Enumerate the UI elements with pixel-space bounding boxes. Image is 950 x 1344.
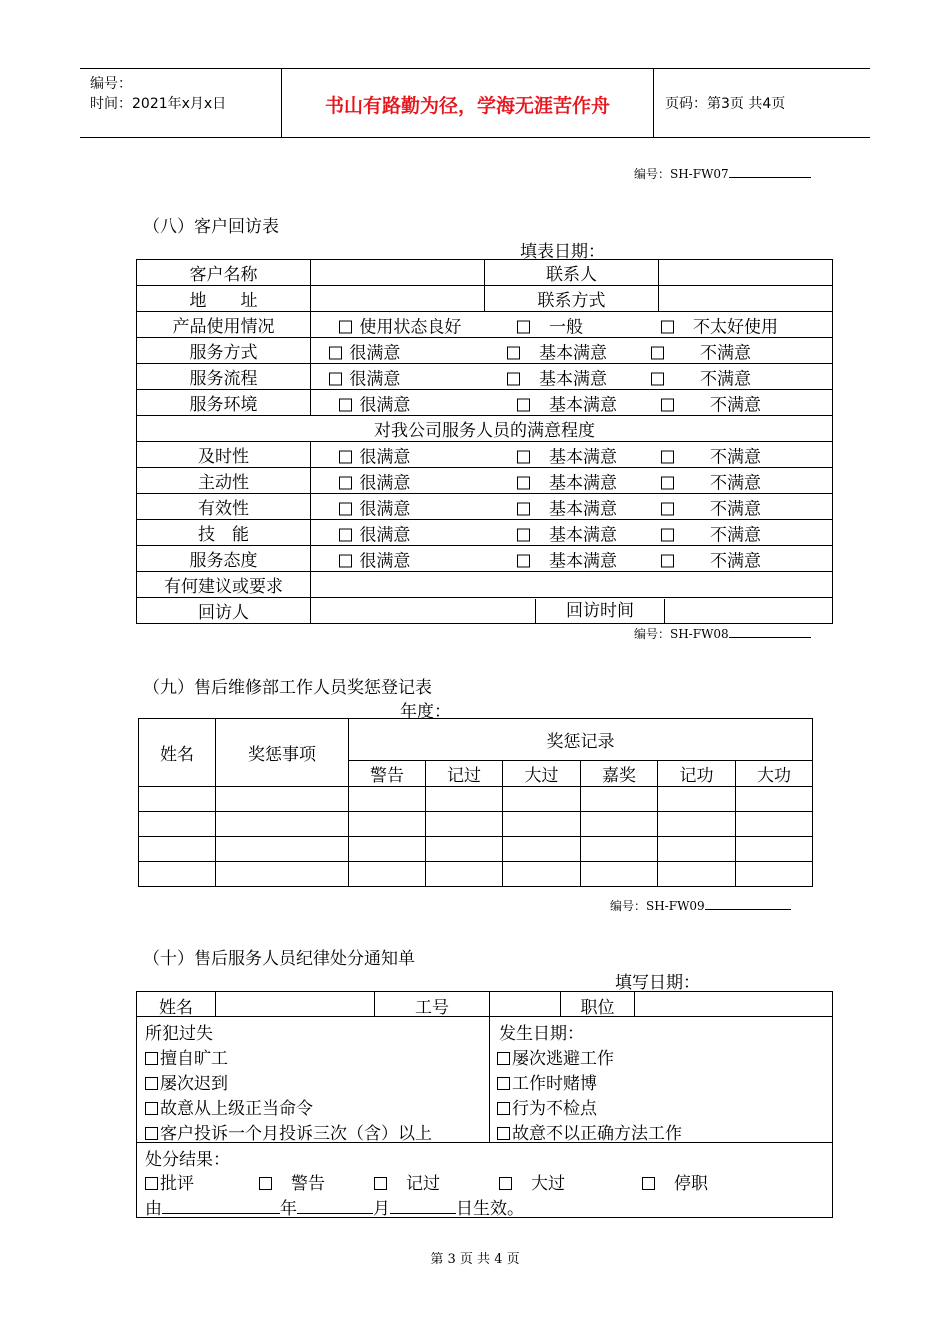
row-label: 技 能	[137, 520, 311, 546]
discipline-notice-form	[136, 991, 833, 1218]
code-underline	[705, 897, 791, 910]
visit-time-label: 回访时间	[536, 599, 665, 623]
table-row	[139, 812, 813, 837]
table-cell[interactable]	[503, 862, 581, 887]
checkbox-icon[interactable]	[339, 476, 352, 489]
checkbox-icon[interactable]	[661, 502, 674, 515]
job-no-label: 工号	[415, 998, 449, 1018]
table-cell[interactable]	[216, 787, 349, 812]
checkbox-icon[interactable]	[259, 1177, 272, 1190]
checkbox-icon[interactable]	[661, 554, 674, 567]
form8-date-label: 填表日期：	[520, 242, 605, 262]
form10-title: （十）售后服务人员纪律处分通知单	[143, 949, 415, 969]
table-cell[interactable]	[503, 787, 581, 812]
table-cell[interactable]	[426, 837, 503, 862]
form10-code: 编号：SH-FW09	[610, 897, 791, 914]
checkbox-icon[interactable]	[517, 450, 530, 463]
form8-title: （八）客户回访表	[143, 217, 279, 237]
visitor-label: 回访人	[137, 598, 311, 624]
table-cell[interactable]	[349, 787, 426, 812]
table-cell[interactable]	[216, 837, 349, 862]
month-blank[interactable]	[297, 1197, 373, 1214]
row-label: 服务态度	[137, 546, 311, 572]
result-option: 记过	[374, 1169, 440, 1194]
checkbox-icon[interactable]	[517, 502, 530, 515]
row-label: 主动性	[137, 468, 311, 494]
table-cell[interactable]	[503, 812, 581, 837]
reward-penalty-table	[138, 718, 813, 887]
table-cell[interactable]	[426, 862, 503, 887]
form8-code: 编号：SH-FW07	[634, 165, 811, 182]
table-cell[interactable]	[736, 812, 813, 837]
row-label: 有效性	[137, 494, 311, 520]
table-cell[interactable]	[349, 812, 426, 837]
effective-line: 由 年 月 日生效。	[145, 1199, 524, 1219]
name-header: 姓名	[139, 719, 216, 787]
checkbox-icon[interactable]	[339, 450, 352, 463]
checkbox-icon[interactable]	[339, 398, 352, 411]
address-label: 地 址	[137, 286, 311, 312]
col-header: 记过	[426, 761, 503, 787]
page-header	[80, 68, 870, 138]
staff-satisfaction-heading: 对我公司服务人员的满意程度	[137, 416, 833, 442]
checkbox-icon[interactable]	[145, 1127, 158, 1140]
table-cell[interactable]	[658, 812, 736, 837]
fault-option: 屡次迟到	[145, 1069, 228, 1094]
col-header: 嘉奖	[581, 761, 658, 787]
table-cell[interactable]	[139, 812, 216, 837]
table-cell[interactable]	[736, 787, 813, 812]
time-label: 时间：2021年x月x日	[90, 96, 227, 112]
checkbox-icon[interactable]	[661, 320, 674, 333]
checkbox-icon[interactable]	[642, 1177, 655, 1190]
code-underline	[729, 165, 811, 178]
checkbox-icon[interactable]	[145, 1102, 158, 1115]
table-cell[interactable]	[658, 787, 736, 812]
checkbox-icon[interactable]	[517, 528, 530, 541]
customer-visit-table: 客户名称 联系人 地 址 联系方式 产品使用情况 使用状态良好 一般 不太好使用 服务方式 很满意 基本满意 不满意 服务流程 很满意 基本满意 不满意 服务环境 很满意 基本满意 不满意 对我公司服务人员的满意程度 及时性 很满意 基本满意 不满意 主动性 很满意 基本满意 不满意 有效性 很满意 基本满意 不满意 技 能 很满意 基本满意 不满意 服务态度 很满意 基本满意 不满意 有何建议或要求 回访人 回访时间	[136, 259, 833, 624]
fault-option: 工作时赌博	[497, 1069, 597, 1094]
table-cell[interactable]	[581, 787, 658, 812]
table-cell[interactable]	[581, 812, 658, 837]
checkbox-icon[interactable]	[145, 1052, 158, 1065]
header-meta	[90, 74, 226, 114]
checkbox-icon[interactable]	[507, 346, 520, 359]
table-cell[interactable]	[736, 837, 813, 862]
row-label: 服务环境	[137, 390, 311, 416]
row-label: 服务流程	[137, 364, 311, 390]
checkbox-icon[interactable]	[661, 476, 674, 489]
table-cell[interactable]	[139, 837, 216, 862]
fault-option: 故意从上级正当命令	[145, 1094, 313, 1119]
page-footer: 第 3 页 共 4 页	[430, 1252, 520, 1267]
fault-option: 客户投诉一个月投诉三次（含）以上	[145, 1119, 432, 1144]
checkbox-icon[interactable]	[145, 1077, 158, 1090]
position-label: 职位	[580, 998, 615, 1018]
visit-time-field[interactable]	[665, 599, 832, 623]
fault-option: 屡次逃避工作	[497, 1044, 614, 1069]
checkbox-icon[interactable]	[339, 528, 352, 541]
position-field[interactable]	[635, 992, 832, 1016]
occur-date-label: 发生日期：	[499, 1024, 584, 1044]
checkbox-icon[interactable]	[499, 1177, 512, 1190]
header-divider	[653, 69, 654, 137]
year-blank[interactable]	[162, 1197, 280, 1214]
serial-label: 编号：	[90, 76, 132, 92]
table-cell[interactable]	[139, 862, 216, 887]
result-option: 警告	[259, 1169, 325, 1194]
table-cell[interactable]	[658, 837, 736, 862]
checkbox-icon[interactable]	[517, 554, 530, 567]
checkbox-icon[interactable]	[517, 476, 530, 489]
checkbox-icon[interactable]	[339, 502, 352, 515]
table-row	[139, 837, 813, 862]
suggestion-label: 有何建议或要求	[137, 572, 311, 598]
checkbox-icon[interactable]	[517, 398, 530, 411]
result-option: 批评	[145, 1169, 194, 1194]
form9-year-label: 年度：	[400, 702, 451, 722]
checkbox-icon[interactable]	[507, 372, 520, 385]
row-label: 及时性	[137, 442, 311, 468]
table-cell[interactable]	[349, 837, 426, 862]
result-label: 处分结果：	[145, 1150, 230, 1170]
table-row	[139, 787, 813, 812]
col-header: 警告	[349, 761, 426, 787]
table-cell[interactable]	[139, 787, 216, 812]
item-header: 奖惩事项	[216, 719, 349, 787]
suggestion-field[interactable]	[311, 572, 833, 598]
fault-option: 故意不以正确方法工作	[497, 1119, 682, 1144]
header-page-label: 页码：第3页 共4页	[665, 96, 786, 112]
checkbox-icon[interactable]	[145, 1177, 158, 1190]
contact-method-label: 联系方式	[485, 286, 659, 312]
checkbox-icon[interactable]	[651, 372, 664, 385]
checkbox-icon[interactable]	[329, 372, 342, 385]
table-cell[interactable]	[426, 787, 503, 812]
code-underline	[729, 625, 811, 638]
table-cell[interactable]	[426, 812, 503, 837]
visit-row	[311, 599, 832, 623]
col-header: 大过	[503, 761, 581, 787]
checkbox-icon[interactable]	[339, 554, 352, 567]
checkbox-icon[interactable]	[497, 1127, 510, 1140]
table-cell[interactable]	[503, 837, 581, 862]
customer-name-label: 客户名称	[137, 260, 311, 286]
result-option: 大过	[499, 1169, 565, 1194]
checkbox-icon[interactable]	[374, 1177, 387, 1190]
checkbox-icon[interactable]	[329, 346, 342, 359]
table-cell[interactable]	[216, 862, 349, 887]
table-cell[interactable]	[736, 862, 813, 887]
result-option: 停职	[642, 1169, 708, 1194]
checkbox-icon[interactable]	[497, 1077, 510, 1090]
day-blank[interactable]	[390, 1197, 456, 1214]
checkbox-icon[interactable]	[661, 450, 674, 463]
contact-method-field[interactable]	[659, 286, 833, 312]
checkbox-icon[interactable]	[497, 1052, 510, 1065]
col-header: 记功	[658, 761, 736, 787]
customer-name-field[interactable]	[311, 260, 485, 286]
fault-option: 行为不检点	[497, 1094, 597, 1119]
checkbox-icon[interactable]	[661, 398, 674, 411]
checkbox-icon[interactable]	[517, 320, 530, 333]
visitor-field[interactable]	[311, 599, 536, 623]
form9-code: 编号：SH-FW08	[634, 625, 811, 642]
table-row	[139, 862, 813, 887]
table-cell[interactable]	[581, 862, 658, 887]
fault-option: 擅自旷工	[145, 1044, 228, 1069]
table-cell[interactable]	[658, 862, 736, 887]
name-field[interactable]	[216, 992, 374, 1016]
job-no-field[interactable]	[490, 992, 560, 1016]
form10-date-label: 填写日期：	[615, 973, 700, 993]
row-label: 服务方式	[137, 338, 311, 364]
record-header: 奖惩记录	[349, 719, 813, 761]
checkbox-icon[interactable]	[497, 1102, 510, 1115]
fault-label: 所犯过失	[145, 1024, 213, 1044]
address-field[interactable]	[311, 286, 485, 312]
checkbox-icon[interactable]	[651, 346, 664, 359]
table-cell[interactable]	[216, 812, 349, 837]
table-cell[interactable]	[581, 837, 658, 862]
name-label: 姓名	[159, 998, 193, 1018]
form9-title: （九）售后维修部工作人员奖惩登记表	[143, 678, 432, 698]
col-header: 大功	[736, 761, 813, 787]
checkbox-icon[interactable]	[661, 528, 674, 541]
table-cell[interactable]	[349, 862, 426, 887]
contact-person-label: 联系人	[485, 260, 659, 286]
contact-person-field[interactable]	[659, 260, 833, 286]
checkbox-icon[interactable]	[339, 320, 352, 333]
header-motto: 书山有路勤为径，学海无涯苦作舟	[324, 95, 610, 117]
row-label: 产品使用情况	[137, 312, 311, 338]
